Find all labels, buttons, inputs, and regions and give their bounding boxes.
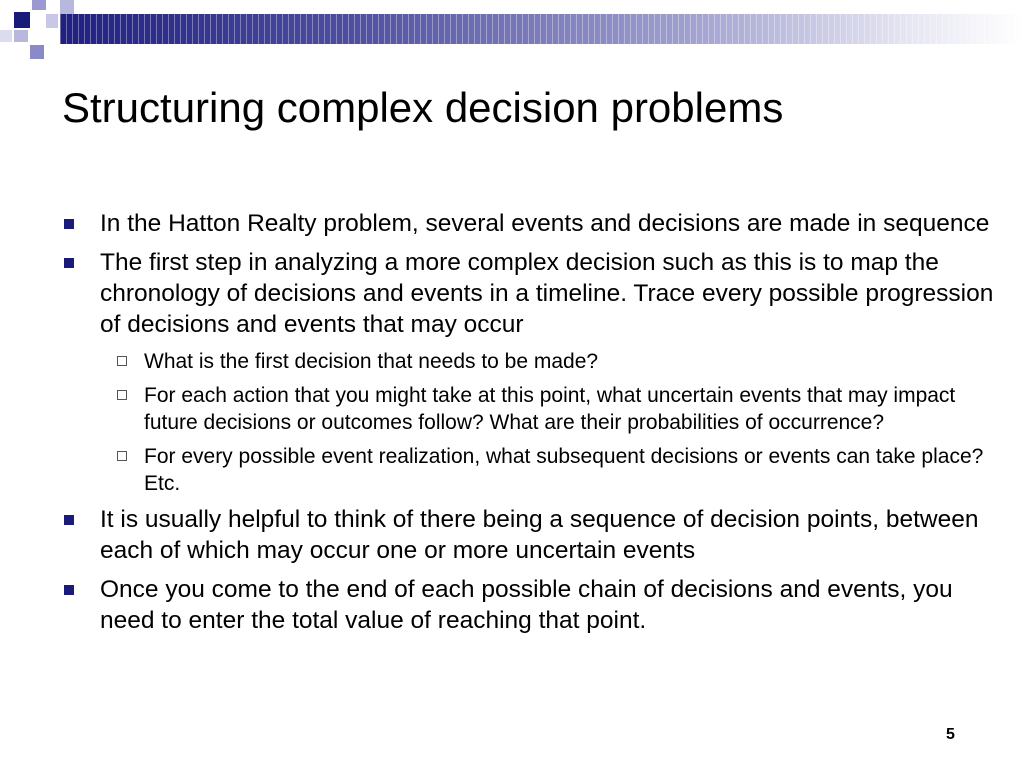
sub-bullet-text: For every possible event realization, what subsequent decisions or events can take place? Etc.	[144, 445, 984, 495]
bullet-item	[62, 208, 1002, 239]
sub-bullet-text: What is the first decision that needs to be made?	[144, 350, 599, 373]
filled-square-bullet-icon	[64, 515, 74, 525]
filled-square-bullet-icon	[64, 585, 74, 595]
hollow-square-bullet-icon	[117, 356, 127, 366]
header-gradient-bar	[60, 14, 1024, 44]
bullet-text: The first step in analyzing a more complex decision such as this is to map the chronology of decisions and events in a timeline. Trace every possible progression of decisions and events that may occur	[100, 249, 994, 338]
slide-title: Structuring complex decision problems	[62, 84, 784, 131]
header-decoration-square	[0, 30, 12, 42]
bullet-text: Once you come to the end of each possible chain of decisions and events, you need to enter the total value of reaching that point.	[100, 576, 953, 634]
bullet-item	[62, 574, 1002, 636]
filled-square-bullet-icon	[64, 258, 74, 268]
sub-bullet-item	[62, 443, 1002, 497]
sub-bullet-text: For each action that you might take at this point, what uncertain events that may impact future decisions or outcomes follow? What are their probabilities of occurrence?	[144, 384, 956, 434]
filled-square-bullet-icon	[64, 219, 74, 229]
header-decoration-square	[30, 45, 44, 59]
hollow-square-bullet-icon	[117, 390, 127, 400]
bullet-text: In the Hatton Realty problem, several events and decisions are made in sequence	[100, 210, 990, 237]
sub-bullet-item	[62, 348, 1002, 375]
bullet-item	[62, 504, 1002, 566]
header-decoration-square	[14, 12, 30, 28]
bullet-text: It is usually helpful to think of there being a sequence of decision points, between each of which may occur one or more uncertain events	[100, 506, 979, 564]
header-decoration-square	[14, 30, 28, 42]
bullet-item	[62, 247, 1002, 340]
sub-bullet-list	[62, 348, 1002, 497]
header-decoration-square	[46, 14, 58, 28]
sub-bullet-item	[62, 382, 1002, 436]
header-decoration-square	[32, 0, 46, 10]
page-number: 5	[946, 726, 955, 743]
header-decoration-square	[60, 0, 74, 14]
hollow-square-bullet-icon	[117, 451, 127, 461]
bullet-list	[62, 208, 1002, 644]
